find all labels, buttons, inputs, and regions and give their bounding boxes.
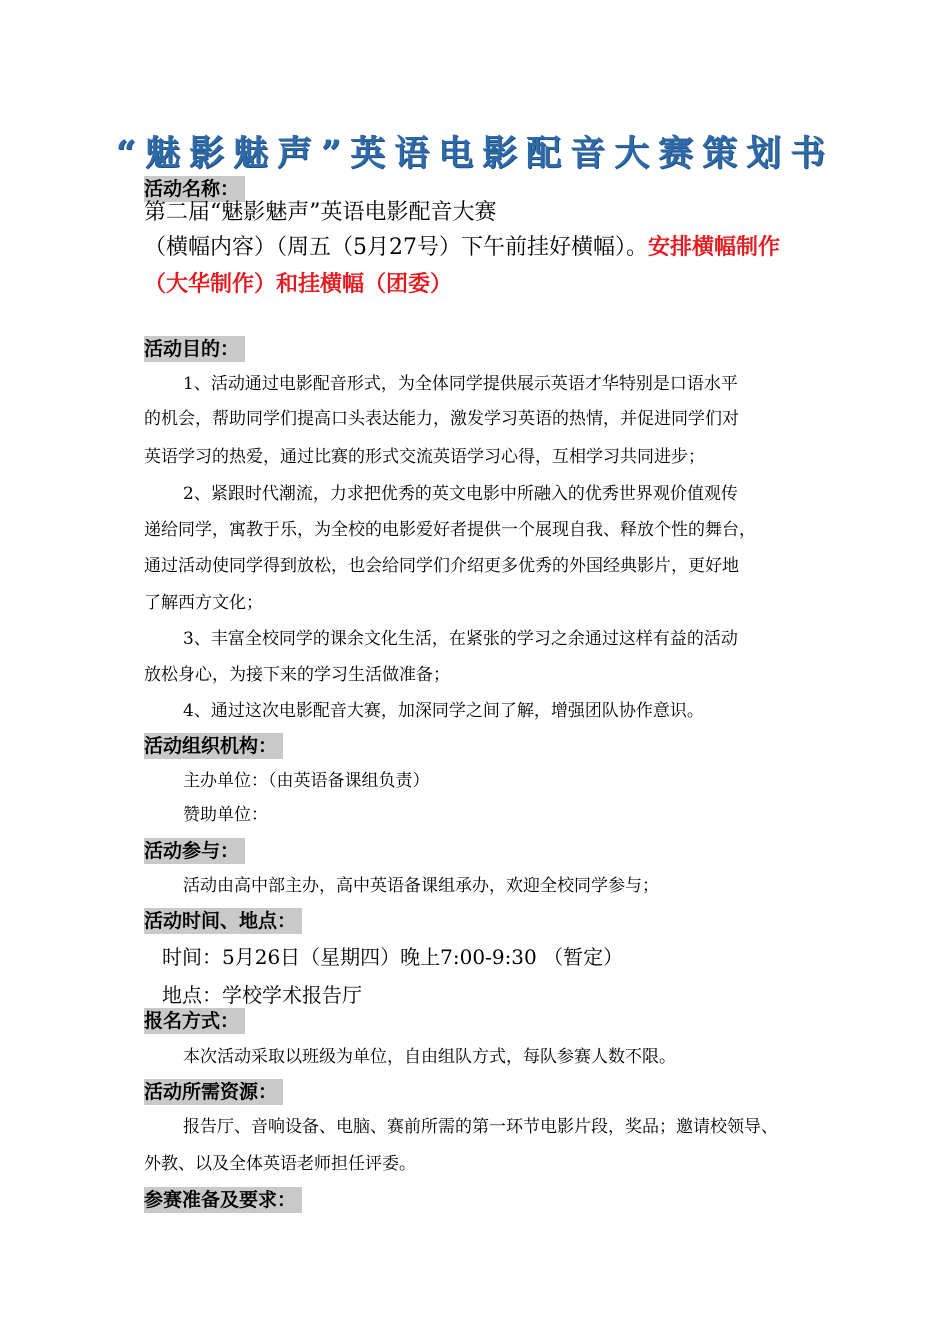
purpose-line: 1、活动通过电影配音形式，为全体同学提供展示英语才华特别是口语水平 (183, 374, 738, 394)
section-heading-participation: 活动参与： (144, 838, 245, 864)
banner-note-line (144, 233, 780, 263)
event-name-line: 第二届“魅影魅声”英语电影配音大赛 (144, 200, 497, 225)
section-heading-organization: 活动组织机构： (144, 733, 283, 759)
section-heading-preparation: 参赛准备及要求： (144, 1187, 302, 1213)
section-heading-registration: 报名方式： (144, 1008, 245, 1034)
section-heading-resources: 活动所需资源： (144, 1079, 283, 1105)
purpose-line: 3、丰富全校同学的课余文化生活，在紧张的学习之余通过这样有益的活动 (183, 629, 738, 649)
resources-line: 报告厅、音响设备、电脑、赛前所需的第一环节电影片段，奖品；邀请校领导、 (183, 1117, 778, 1137)
purpose-line: 通过活动使同学得到放松，也会给同学们介绍更多优秀的外国经典影片，更好地 (144, 556, 739, 576)
host-unit: 主办单位：（由英语备课组负责） (183, 771, 430, 791)
banner-note-red: 安排横幅制作 (648, 235, 781, 260)
purpose-line: 2、紧跟时代潮流，力求把优秀的英文电影中所融入的优秀世界观价值观传 (183, 484, 738, 504)
banner-note-red-line: （大华制作）和挂横幅（团委） (144, 272, 453, 297)
event-time: 时间：5月26日（星期四）晚上7:00-9:30 （暂定） (162, 945, 624, 969)
purpose-line: 的机会，帮助同学们提高口头表达能力，激发学习英语的热情，并促进同学们对 (144, 409, 739, 429)
purpose-line: 了解西方文化； (144, 593, 263, 613)
section-heading-time-place: 活动时间、地点： (144, 908, 302, 934)
purpose-line: 4、通过这次电影配音大赛，加深同学之间了解，增强团队协作意识。 (183, 701, 704, 721)
banner-note-black: （横幅内容）（周五（5月27号）下午前挂好横幅）。 (144, 235, 648, 260)
section-heading-name: 活动名称： (144, 176, 245, 202)
sponsor-unit: 赞助单位： (183, 805, 268, 825)
participation-text: 活动由高中部主办，高中英语备课组承办，欢迎全校同学参与； (183, 876, 659, 896)
document-title: “魅影魅声”英语电影配音大赛策划书 (115, 133, 835, 174)
resources-line: 外教、以及全体英语老师担任评委。 (144, 1154, 416, 1174)
purpose-line: 放松身心，为接下来的学习生活做准备； (144, 665, 450, 685)
event-place: 地点：学校学术报告厅 (162, 983, 362, 1007)
registration-text: 本次活动采取以班级为单位，自由组队方式，每队参赛人数不限。 (183, 1047, 676, 1067)
purpose-line: 递给同学，寓教于乐，为全校的电影爱好者提供一个展现自我、释放个性的舞台， (144, 520, 756, 540)
section-heading-purpose: 活动目的： (144, 336, 245, 362)
purpose-line: 英语学习的热爱，通过比赛的形式交流英语学习心得，互相学习共同进步； (144, 447, 705, 467)
